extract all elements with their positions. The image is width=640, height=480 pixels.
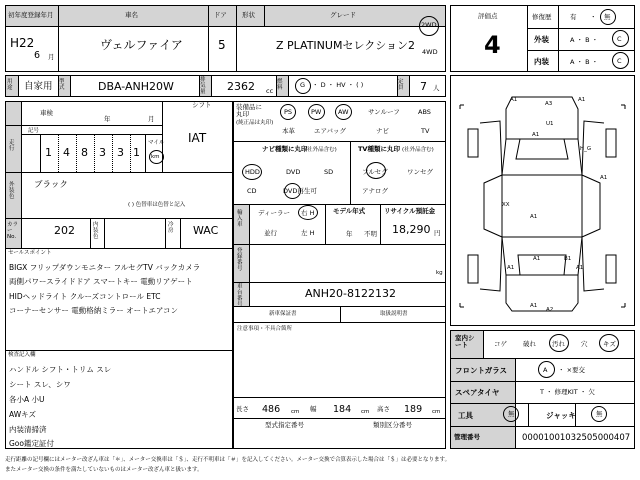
dmg-label-12: A1 — [507, 265, 515, 271]
cc-unit: cc — [266, 87, 274, 95]
recycle-label: リサイクル預託金 — [384, 207, 436, 215]
doors: 5 — [218, 38, 226, 52]
model-label: 形状 — [242, 11, 255, 19]
interior-seat-label: 室内シート — [455, 334, 475, 350]
dmg-label-8: XX — [502, 202, 510, 208]
height-label: 高さ — [377, 405, 390, 413]
equip-title: 装備品に丸印 — [236, 103, 262, 119]
mgmt-label: 管理番号 — [454, 433, 480, 441]
windshield-label: フロントガラス — [455, 366, 508, 375]
model-year-unknown: 不明 — [364, 230, 377, 238]
dmg-label-5: A1 — [532, 132, 540, 138]
shift: IAT — [188, 131, 207, 145]
type-label: 型式 — [59, 79, 65, 92]
repair-no: 無 — [604, 13, 611, 21]
drive-4wd: 4WD — [422, 48, 438, 56]
inspector-label: 検査記入欄 — [8, 352, 36, 358]
inspector-line-5: 内装清掃済 — [9, 425, 47, 434]
inspect-year-unit: 年 — [104, 115, 111, 123]
dmg-label-10: A1 — [533, 256, 541, 262]
use-label: 用途 — [7, 79, 13, 92]
recycle-value: 18,290 — [392, 223, 431, 236]
dmg-label-11: B1 — [564, 256, 572, 262]
width-label: 幅 — [310, 405, 317, 413]
trim-label: 内装色 — [93, 222, 99, 241]
color-note: ( ) 色替車は色替と記入 — [128, 202, 186, 208]
tools-value: 無 — [508, 410, 515, 418]
first-reg-year: H22 — [10, 36, 35, 50]
mileage-digit-1: 1 — [45, 146, 52, 159]
mileage-digit-2: 4 — [63, 146, 70, 159]
chassis-label: 車台番号 — [237, 284, 243, 309]
seat-stain: 汚れ — [552, 340, 565, 348]
car-name-label: 車名 — [125, 11, 138, 19]
model-year-unit: 年 — [346, 230, 353, 238]
color-label: 外装色 — [9, 182, 15, 201]
dmg-label-3: A1 — [578, 97, 586, 103]
equip-ps: PS — [284, 108, 293, 116]
displacement-label: 排気量 — [200, 77, 206, 96]
height: 189 — [404, 404, 423, 415]
first-reg-month-unit: 月 — [48, 53, 55, 61]
tv-analog: アナログ — [362, 187, 388, 195]
digit-label: 記号 — [28, 128, 40, 134]
reg-label: 登録番号 — [237, 248, 243, 273]
inspect-month-unit: 月 — [148, 115, 155, 123]
repair-yes: 有 — [570, 13, 577, 21]
new-warranty: 新車保証書 — [269, 311, 297, 317]
inspector-line-3: 各小A 小U — [9, 395, 45, 404]
width-unit: cm — [361, 409, 370, 415]
notes-label: 注意事項・不具合箇所 — [237, 326, 293, 332]
navi-dvd: DVD — [286, 168, 301, 176]
dmg-label-6: H_G — [580, 146, 592, 152]
mileage-digit-4: 3 — [99, 146, 106, 159]
height-unit: cm — [432, 409, 441, 415]
import-right-h: 右 H — [301, 209, 315, 217]
windshield-rest: ・ ×要交 — [558, 366, 586, 374]
cooler-label: 冷房 — [168, 222, 174, 235]
mgmt-number: 00001001032505000407 — [522, 433, 631, 443]
use: 自家用 — [24, 81, 53, 92]
sales-line-4: コーナーセンサー 電動格納ミラー オートエアコン — [9, 306, 178, 315]
color-no-label: カラーNo. — [7, 222, 19, 241]
category-label: 類別区分番号 — [373, 421, 412, 429]
footer-line-1: 走行距離の記号欄にはメーター改ざん車は「＊」、メーター交換車は「＄」、走行不明車は「＃」を記入してください。メーター交換で合算表示した場合は「＄」は必要となります。 — [5, 457, 451, 463]
repair-label: 修復歴 — [532, 13, 552, 21]
dmg-label-7: A1 — [600, 175, 608, 181]
dmg-label-14: A1 — [530, 303, 538, 309]
navi-dvd-play: DVD再生可 — [283, 187, 317, 195]
navi-sd: SD — [324, 168, 334, 176]
mileage-digit-3: 8 — [81, 146, 88, 159]
sales-label: セールスポイント — [8, 250, 52, 256]
dmg-label-9: A1 — [530, 214, 538, 220]
navi-title: ナビ種類に丸印 — [262, 145, 308, 153]
sales-line-3: HIDヘッドライト クルーズコントロール ETC — [9, 292, 161, 301]
exterior-grades: A ・ B ・ — [570, 36, 599, 44]
type-approval-label: 型式指定番号 — [265, 421, 304, 429]
windshield-a: A — [543, 366, 548, 374]
width: 184 — [333, 404, 352, 415]
first-reg-month: 6 — [34, 50, 41, 61]
equip-aw: AW — [338, 108, 349, 116]
shift-label: シフト — [192, 101, 212, 109]
color: ブラック — [34, 180, 68, 190]
grade: Z PLATINUMセレクション2 — [276, 39, 416, 52]
inspect-label: 車検 — [40, 109, 53, 117]
cooler: WAC — [193, 224, 219, 237]
seat-tear: 破れ — [523, 340, 536, 348]
equip-tv: TV — [421, 127, 430, 135]
fuel-g: G — [300, 81, 306, 89]
inspector-line-6: Goo鑑定証付 — [9, 439, 54, 448]
navi-hdd: HDD — [245, 168, 260, 176]
length-label: 長さ — [236, 405, 249, 413]
car-diagram-svg — [450, 75, 635, 326]
exterior-label: 外装 — [534, 35, 549, 44]
model-year-label: モデル年式 — [333, 207, 366, 215]
equip-airbag: エアバッグ — [314, 127, 346, 135]
sales-line-2: 両側パワースライドドア スマートキー 電動リアゲート — [9, 277, 193, 286]
tv-oneseg: ワンセグ — [407, 168, 433, 176]
mileage-digit-5: 3 — [117, 146, 124, 159]
equip-pw: PW — [311, 108, 322, 116]
seat-burn: コゲ — [494, 340, 507, 348]
recycle-unit: 円 — [434, 229, 441, 237]
door-label: ドア — [214, 11, 227, 19]
jack-label: ジャッキ — [546, 411, 576, 420]
length-unit: cm — [291, 409, 300, 415]
equip-sunroof: サンルーフ — [368, 108, 400, 116]
drive-2wd: 2WD — [421, 21, 437, 29]
spec-row — [5, 75, 446, 97]
dmg-label-13: A1 — [576, 265, 584, 271]
tools-label: 工具 — [458, 411, 473, 420]
inspector-line-4: AWキズ — [9, 410, 36, 419]
import-parallel: 並行 — [264, 229, 277, 237]
mileage-digit-6: 1 — [133, 146, 140, 159]
navi-note: (社外品含む) — [305, 147, 337, 153]
equip-navi: ナビ — [376, 127, 389, 135]
exterior-c: C — [617, 35, 622, 43]
sales-line-1: BIGX フリップダウンモニター フルセグTV バックカメラ — [9, 263, 201, 272]
score-label: 評価点 — [478, 12, 498, 20]
footer-line-2: またメーター交換の条件を満たしていないものはメーター改ざん車と扱います。 — [5, 467, 203, 473]
chassis: ANH20-8122132 — [305, 287, 396, 300]
capacity: 7 — [420, 80, 427, 93]
km-label: km — [151, 154, 160, 160]
jack-value: 無 — [596, 410, 603, 418]
color-no: 202 — [54, 224, 75, 237]
displacement: 2362 — [227, 80, 255, 93]
manual: 取扱説明書 — [380, 311, 408, 317]
import-dealer: ディーラー — [258, 209, 290, 217]
first-reg-label: 初年度登録年月 — [8, 11, 54, 19]
dmg-label-1: A1 — [510, 97, 518, 103]
spare-label: スペアタイヤ — [455, 388, 500, 397]
fuel-label: 燃料 — [277, 79, 283, 92]
dmg-label-15: A2 — [546, 307, 554, 313]
equip-abs: ABS — [418, 108, 431, 116]
grade-label: グレード — [330, 11, 356, 19]
equip-subtitle: (純正品は丸印) — [236, 120, 274, 126]
interior-label: 内装 — [534, 57, 549, 66]
seat-hole: 穴 — [581, 340, 588, 348]
car-name: ヴェルファイア — [100, 38, 183, 52]
dmg-label-2: A3 — [545, 101, 553, 107]
mileage-label: 走行 — [9, 140, 15, 153]
score: 4 — [484, 31, 501, 59]
tv-title: TV種類に丸印 — [358, 145, 400, 153]
reg-kg: kg — [436, 270, 443, 276]
navi-cd: CD — [247, 187, 257, 195]
capacity-label: 定員 — [398, 79, 404, 92]
spare: T ・ 修理KIT ・ 欠 — [540, 388, 595, 396]
capacity-unit: 人 — [433, 84, 440, 92]
equip-leather: 本革 — [282, 127, 295, 135]
import-label: 輸入車 — [237, 210, 243, 229]
type: DBA-ANH20W — [98, 80, 174, 93]
fuel-others: ・ D ・ HV ・ ( ) — [312, 81, 364, 89]
inspector-line-1: ハンドル シフト・トリム スレ — [9, 365, 112, 374]
import-left-h: 左 H — [301, 229, 315, 237]
tv-fullseg: フルセグ — [362, 168, 388, 176]
interior-c: C — [617, 57, 622, 65]
dmg-label-4: U1 — [546, 121, 554, 127]
seat-scratch: キズ — [603, 340, 616, 348]
inspector-line-2: シート スレ、シワ — [9, 380, 71, 389]
length: 486 — [262, 404, 281, 415]
interior-grades: A ・ B ・ — [570, 58, 599, 66]
mile-label: マイル — [148, 140, 165, 146]
tv-note: (社外品含む) — [402, 147, 434, 153]
